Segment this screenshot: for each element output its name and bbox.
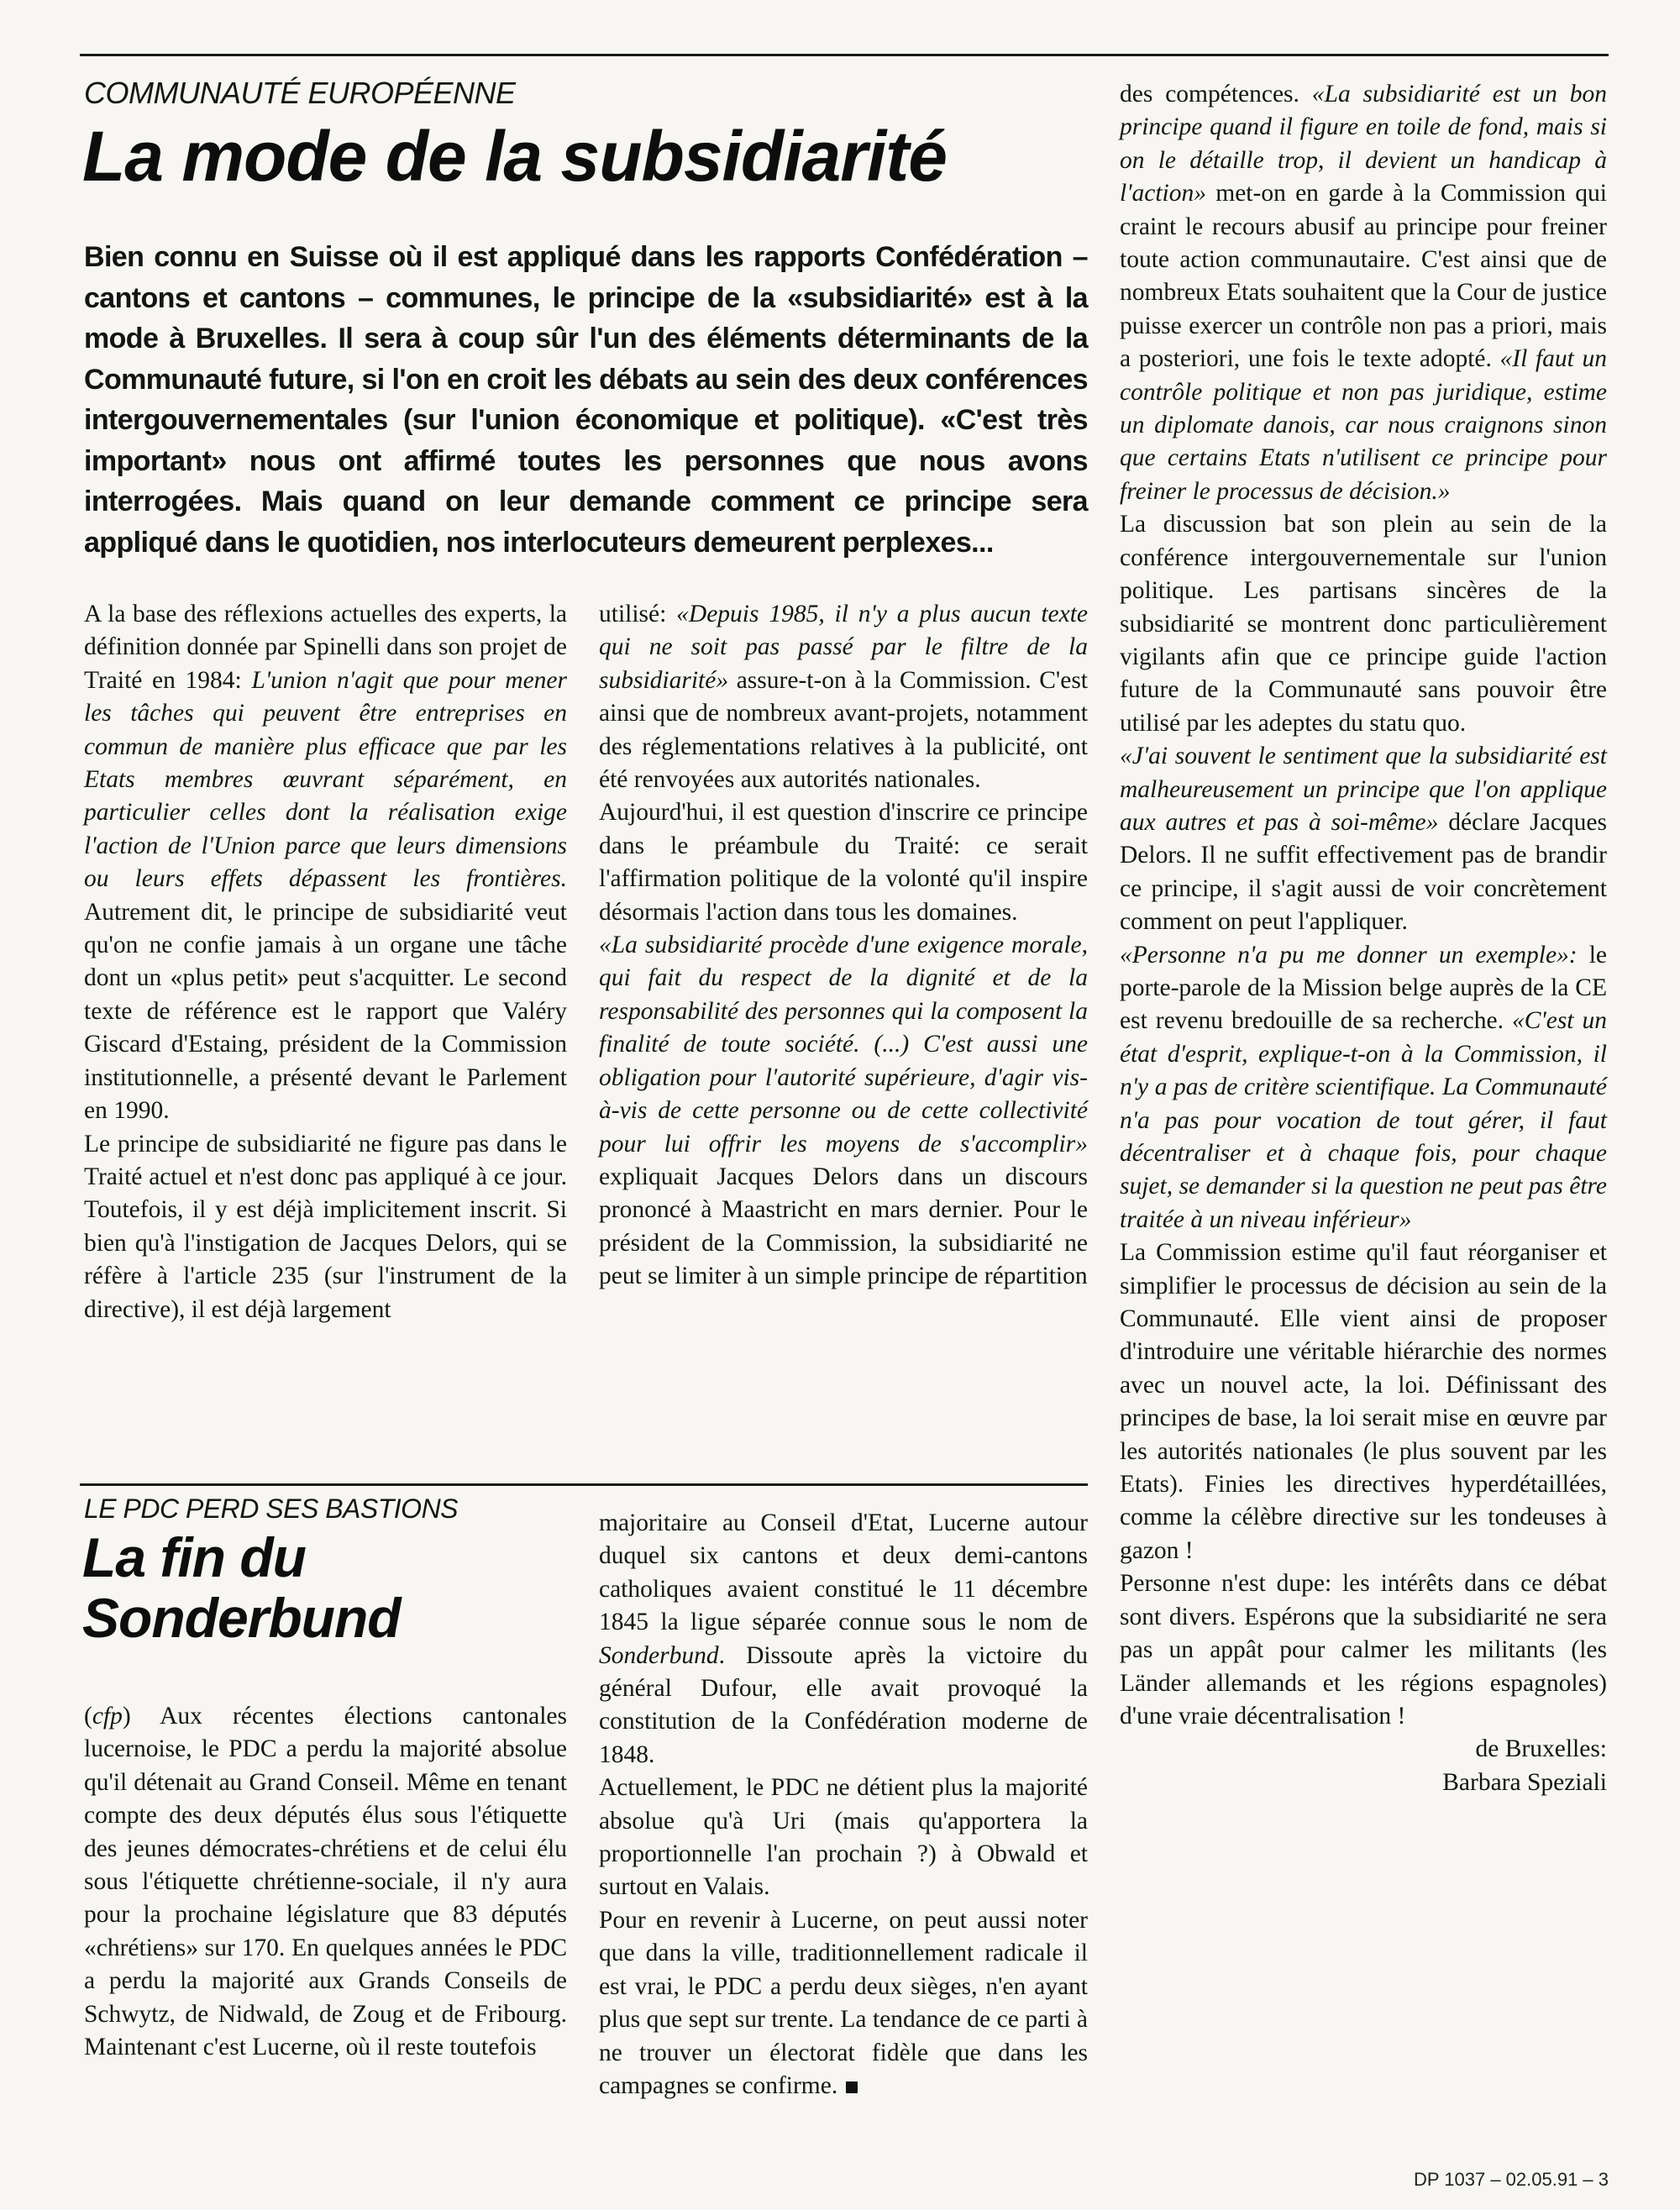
source-tag: cfp <box>92 1703 123 1730</box>
article1-kicker: COMMUNAUTÉ EUROPÉENNE <box>84 76 516 110</box>
article2-column-1 <box>84 1700 567 2064</box>
paragraph: Le principe de subsidiarité ne figure pas dans le Traité actuel et n'est donc pas appliqué à ce jour. Toutefois, il y est déjà implicitement inscrit. Si bien qu'à l'instigation de Jacques Delors, qui se réfère à l'article 235 (sur l'instrument de la directive), il est déjà largement <box>84 1130 567 1323</box>
article1-lead: Bien connu en Suisse où il est appliqué dans les rapports Confédération – cantons et cantons – communes, le principe de la «subsidiarité» est à la mode à Bruxelles. Il sera à coup sûr l'un des éléments déterminants de la Communauté future, si l'on en croit les débats au sein des deux conférences intergouvernementales (sur l'union économique et politique). «C'est très important» nous ont affirmé toutes les personnes que nous avons interrogées. Mais quand on leur demande comment ce principe sera appliqué dans le quotidien, nos interlocuteurs demeurent perplexes... <box>84 241 1088 559</box>
article1-column-1 <box>84 598 567 1326</box>
paragraph: des compétences. «La subsidiarité est un bon principe quand il figure en toile de fond, mais si on le détaille trop, il devient un handicap à l'action» met-on en garde à la Commission qui craint le recours abusif au principe pour freiner toute action communautaire. C'est ainsi que de nombreux Etats souhaitent que la Cour de justice puisse exercer un contrôle non pas a priori, mais a posteriori, une fois le texte adopté. «Il faut un contrôle politique et non pas juridique, estime un diplomate danois, car nous craignons sinon que certains Etats n'utilisent ce principe pour freiner le processus de décision.» <box>1120 81 1608 505</box>
signature-author: Barbara Speziali <box>1442 1768 1607 1796</box>
paragraph: Pour en revenir à Lucerne, on peut aussi noter que dans la ville, traditionnellement radicale il est vrai, le PDC a perdu deux sièges, n'en ayant plus que sept sur trente. La tendance de ce parti à ne trouver un électorat fidèle que dans les campagnes se confirme. <box>599 1906 1088 2099</box>
article2-title-line-1: La fin du <box>82 1526 306 1588</box>
article1-column-3 <box>1120 78 1607 1799</box>
paragraph: La Commission estime qu'il faut réorganiser et simplifier le processus de décision au sein de la Communauté. Elle vient ainsi de proposer d'introduire une véritable hiérarchie des normes avec un nouvel acte, la loi. Définissant des principes de base, la loi serait mise en œuvre par les autorités nationales (le plus souvent par les Etats). Finies les directives hyperdétaillées, comme la célèbre directive sur les tondeuses à gazon ! <box>1120 1239 1607 1564</box>
top-rule <box>80 54 1609 56</box>
paragraph: Actuellement, le PDC ne détient plus la majorité absolue qu'à Uri (mais qu'apportera la proportionnelle l'an prochain ?) à Obwald et surtout en Valais. <box>599 1774 1088 1901</box>
paragraph: utilisé: «Depuis 1985, il n'y a plus aucun texte qui ne soit pas passé par le filtre de la subsidiarité» assure-t-on à la Commission. C'est ainsi que de nombreux avant-projets, notamment des réglementations relatives à la publicité, ont été renvoyées aux autorités nationales. <box>599 601 1088 794</box>
article2-kicker: LE PDC PERD SES BASTIONS <box>84 1493 459 1524</box>
paragraph: A la base des réflexions actuelles des experts, la définition donnée par Spinelli dans son projet de Traité en 1984: L'union n'agit que pour mener les tâches qui peuvent être entreprises en commun de manière plus efficace que par les Etats membres œuvrant séparément, en particulier celles dont la réalisation exige l'action de l'Union parce que leurs dimensions ou leurs effets dépassent les frontières. Autrement dit, le principe de subsidiarité veut qu'on ne confie jamais à un organe une tâche dont un «plus petit» peut s'acquitter. Le second texte de référence est le rapport que Valéry Giscard d'Estaing, président de la Commission institutionnelle, a présenté devant le Parlement en 1990. <box>84 601 567 1125</box>
paragraph: «J'ai souvent le sentiment que la subsidiarité est malheureusement un principe que l'on applique aux autres et pas à soi-même» déclare Jacques Delors. Il ne suffit effectivement pas de brandir ce principe, il s'agit aussi de voir concrètement comment on peut l'appliquer. <box>1120 743 1607 936</box>
end-mark <box>846 2081 858 2093</box>
article2-title-line-2: Sonderbund <box>82 1587 401 1649</box>
paragraph: La discussion bat son plein au sein de la conférence intergouvernementale sur l'union politique. Les partisans sincères de la subsidiarité se montrent donc particulièrement vigilants afin que ce principe guide l'action future de la Communauté sans pouvoir être utilisé par les adeptes du statu quo. <box>1120 511 1607 737</box>
article2-title <box>82 1527 401 1648</box>
section-rule <box>80 1483 1088 1486</box>
paragraph: «La subsidiarité procède d'une exigence morale, qui fait du respect de la dignité et de la responsabilité des personnes qui la composent la finalité de toute société. (...) C'est aussi une obligation pour l'autorité supérieure, d'agir vis-à-vis de cette personne ou de cette collectivité pour lui offrir les moyens de s'accomplir» expliquait Jacques Delors dans un discours prononcé à Maastricht en mars dernier. Pour le président de la Commission, la subsidiarité ne peut se limiter à un simple principe de répartition <box>599 932 1088 1290</box>
paragraph: «Personne n'a pu me donner un exemple»: le porte-parole de la Mission belge auprès de la CE est revenu bredouille de sa recherche. «C'est un état d'esprit, explique-t-on à la Commission, il n'y a pas de critère scientifique. La Communauté n'a pas pour vocation de tout gérer, il faut décentraliser et à chaque fois, pour chaque sujet, se demander si la question ne peut pas être traitée à un niveau inférieur» <box>1120 941 1607 1233</box>
paragraph: (cfp) Aux récentes élections cantonales lucernoise, le PDC a perdu la majorité absolue qu'il détenait au Grand Conseil. Même en tenant compte des deux députés élus sous l'étiquette des jeunes démocrates-chrétiens et de celui élu sous l'étiquette chrétienne-sociale, il n'y aura pour la prochaine législature que 83 députés «chrétiens» sur 170. En quelques années le PDC a perdu la majorité aux Grands Conseils de Schwytz, de Nidwald, de Zoug et de Fribourg. Maintenant c'est Lucerne, où il reste toutefois <box>84 1703 567 2061</box>
page-footer: DP 1037 – 02.05.91 – 3 <box>1413 2169 1609 2190</box>
article1-column-2 <box>599 598 1088 1294</box>
paragraph: majoritaire au Conseil d'Etat, Lucerne autour duquel six cantons et deux demi-cantons catholiques avaient constitué le 11 décembre 1845 la ligue séparée connue sous le nom de Sonderbund. Dissoute après la victoire du général Dufour, elle avait provoqué la constitution de la Confédération moderne de 1848. <box>599 1509 1088 1768</box>
paragraph: Aujourd'hui, il est question d'inscrire ce principe dans le préambule du Traité: ce serait l'affirmation politique de la volonté qu'il inspire désormais l'action dans tous les domaines. <box>599 799 1088 926</box>
article2-column-2 <box>599 1507 1088 2102</box>
paragraph: Personne n'est dupe: les intérêts dans ce débat sont divers. Espérons que la subsidiarité ne sera pas un appât pour calmer les militants (les Länder allemands et les régions espagnoles) d'une vraie décentralisation ! <box>1120 1570 1607 1730</box>
article1-title: La mode de la subsidiarité <box>82 117 947 196</box>
signature-location: de Bruxelles: <box>1475 1735 1607 1763</box>
